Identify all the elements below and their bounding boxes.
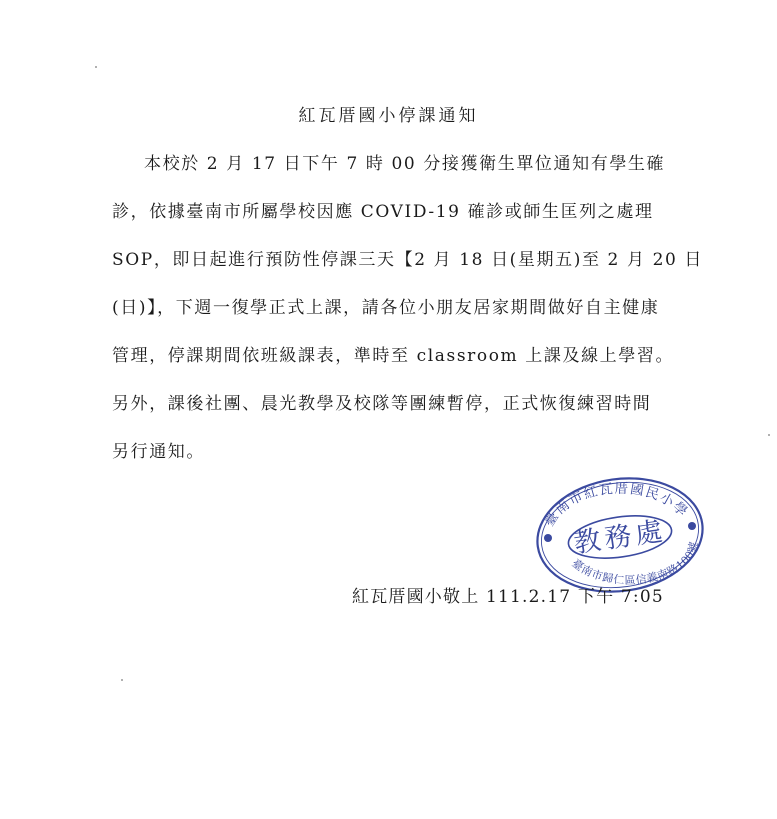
notice-line-3: SOP，即日起進行預防性停課三天【2 月 18 日(星期五)至 2 月 20 日: [112, 250, 704, 270]
notice-line-5: 管理，停課期間依班級課表，準時至 classroom 上課及線上學習。: [112, 346, 675, 366]
stamp-top-text: 臺南市紅瓦厝國民小學: [541, 480, 692, 530]
scan-speck: [121, 679, 123, 681]
stamp-center-text: 教務處: [571, 515, 669, 560]
scan-speck: [768, 434, 770, 436]
notice-line-1: 本校於 2 月 17 日下午 7 時 00 分接獲衛生單位通知有學生確: [144, 154, 666, 174]
notice-line-6: 另外，課後社團、晨光教學及校隊等團練暫停，正式恢復練習時間: [112, 394, 652, 414]
office-seal-stamp: [534, 476, 706, 594]
stamp-dot-right: [688, 522, 696, 530]
notice-line-4: (日)】，下週一復學正式上課，請各位小朋友居家期間做好自主健康: [112, 298, 660, 318]
stamp-dot-left: [544, 534, 552, 542]
notice-title: 紅瓦厝國小停課通知: [298, 106, 479, 126]
notice-signature: 紅瓦厝國小敬上 111.2.17 下午 7:05: [352, 587, 664, 607]
scan-speck: [95, 66, 97, 68]
stamp-bottom-text: 臺南市歸仁區信義南路100號: [569, 540, 701, 587]
notice-line-7: 另行通知。: [112, 442, 205, 462]
notice-line-2: 診，依據臺南市所屬學校因應 COVID-19 確診或師生匡列之處理: [112, 202, 654, 222]
